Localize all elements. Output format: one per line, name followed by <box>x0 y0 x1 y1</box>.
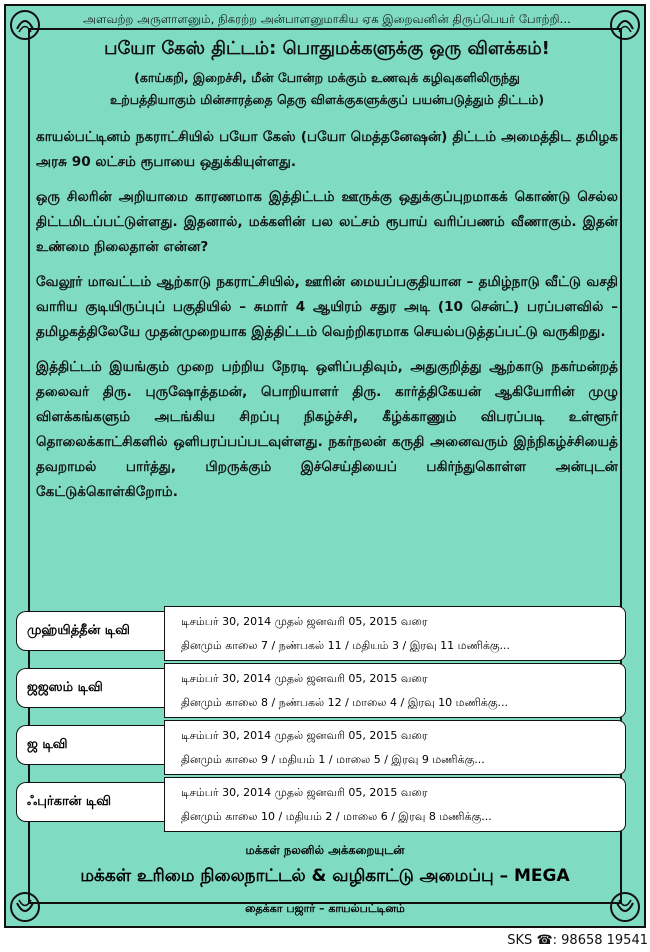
invocation-line: அளவற்ற அருளாளனும், நிகரற்ற அன்பாளனுமாகிய ஏக இறைவனின் திருப்பெயர் போற்றி... <box>83 12 571 26</box>
schedule-dates: டிசம்பர் 30, 2014 முதல் ஜனவரி 05, 2015 வரை <box>181 786 428 799</box>
schedule-row <box>16 606 628 661</box>
channel-name: ஜஜஸம் டிவி <box>16 668 164 708</box>
schedule-times: தினமும் காலை 8 / நண்பகல் 12 / மாலை 4 / இரவு 10 மணிக்கு... <box>181 696 509 709</box>
schedule-dates: டிசம்பர் 30, 2014 முதல் ஜனவரி 05, 2015 வரை <box>181 672 428 685</box>
channel-name: ஜ டிவி <box>16 725 164 765</box>
paragraph-funding: காயல்பட்டினம் நகராட்சியில் பயோ கேஸ் (பயோ மெத்தனேஷன்) திட்டம் அமைத்திட தமிழக அரசு 90 லட்சம் ரூபாயை ஒதுக்கியுள்ளது. <box>36 129 618 170</box>
schedule-dates: டிசம்பர் 30, 2014 முதல் ஜனவரி 05, 2015 வரை <box>181 729 428 742</box>
footer-note: மக்கள் நலனில் அக்கறையுடன் <box>245 843 405 857</box>
schedule-row <box>16 663 628 718</box>
schedule-dates: டிசம்பர் 30, 2014 முதல் ஜனவரி 05, 2015 வரை <box>181 615 428 628</box>
notice-body <box>32 8 622 505</box>
paragraph-concern: ஒரு சிலரின் அறியாமை காரணமாக இத்திட்டம் ஊருக்கு ஒதுக்குப்புறமாகக் கொண்டு செல்ல திட்டமிடப்பட்டுள்ளது. இதனால், மக்களின் பல லட்சம் ரூபாய் வரிப்பணம் வீணாகும். இதன் உண்மை நிலைதான் என்ன? <box>36 189 618 255</box>
subtitle <box>32 67 622 111</box>
organization-place: தைக்கா பஜார் – காயல்பட்டினம் <box>245 902 405 915</box>
schedule-times: தினமும் காலை 7 / நண்பகல் 11 / மதியம் 3 / இரவு 11 மணிக்கு... <box>181 639 511 652</box>
channel-times <box>164 720 626 775</box>
schedule-times: தினமும் காலை 9 / மதியம் 1 / மாலை 5 / இரவு 9 மணிக்கு... <box>181 753 485 766</box>
subtitle-line: உற்பத்தியாகும் மின்சாரத்தை தெரு விளக்குகளுக்குப் பயன்படுத்தும் திட்டம்) <box>109 92 545 107</box>
designer-credit: SKS ☎: 98658 19541 <box>507 933 648 948</box>
schedule-row <box>16 777 628 832</box>
subtitle-line: (காய்கறி, இறைச்சி, மீன் போன்ற மக்கும் உணவுக் கழிவுகளிலிருந்து <box>134 70 520 85</box>
channel-name: ஃபுர்கான் டிவி <box>16 782 164 822</box>
channel-times <box>164 777 626 832</box>
channel-name: முஹ்யித்தீன் டிவி <box>16 611 164 651</box>
broadcast-schedule <box>16 606 628 834</box>
paragraph-arcot-example: வேலூர் மாவட்டம் ஆற்காடு நகராட்சியில், ஊரின் மையப்பகுதியான – தமிழ்நாடு வீட்டு வசதி வாரிய குடியிருப்புப் பகுதியில் – சுமார் 4 ஆயிரம் சதுர அடி (10 சென்ட்) பரப்பளவில் – தமிழகத்திலேயே முதன்முறையாக இத்திட்டம் வெற்றிகரமாக செயல்படுத்தப்பட்டு வருகிறது. <box>36 274 618 340</box>
channel-times <box>164 663 626 718</box>
headline: பயோ கேஸ் திட்டம்: பொதுமக்களுக்கு ஒரு விளக்கம்! <box>104 38 550 59</box>
organization-name: மக்கள் உரிமை நிலைநாட்டல் & வழிகாட்டு அமைப்பு – MEGA <box>80 866 570 886</box>
schedule-row <box>16 720 628 775</box>
paragraph-broadcast: இத்திட்டம் இயங்கும் முறை பற்றிய நேரடி ஒளிப்பதிவும், அதுகுறித்து ஆற்காடு நகர்மன்றத் தலைவர் திரு. புருஷோத்தமன், பொறியாளர் திரு. கார்த்திகேயன் ஆகியோரின் முழு விளக்கங்களும் அடங்கிய சிறப்பு நிகழ்ச்சி, கீழ்க்காணும் விபரப்படி உள்ளூர் தொலைக்காட்சிகளில் ஒளிபரப்பப்படவுள்ளது. நகர்நலன் கருதி அனைவரும் இந்நிகழ்ச்சியைத் தவறாமல் பார்த்து, பிறருக்கும் இச்செய்தியைப் பகிர்ந்துகொள்ள அன்புடன் கேட்டுக்கொள்கிறோம். <box>36 359 618 500</box>
schedule-times: தினமும் காலை 10 / மதியம் 2 / மாலை 6 / இரவு 8 மணிக்கு... <box>181 810 492 823</box>
channel-times <box>164 606 626 661</box>
